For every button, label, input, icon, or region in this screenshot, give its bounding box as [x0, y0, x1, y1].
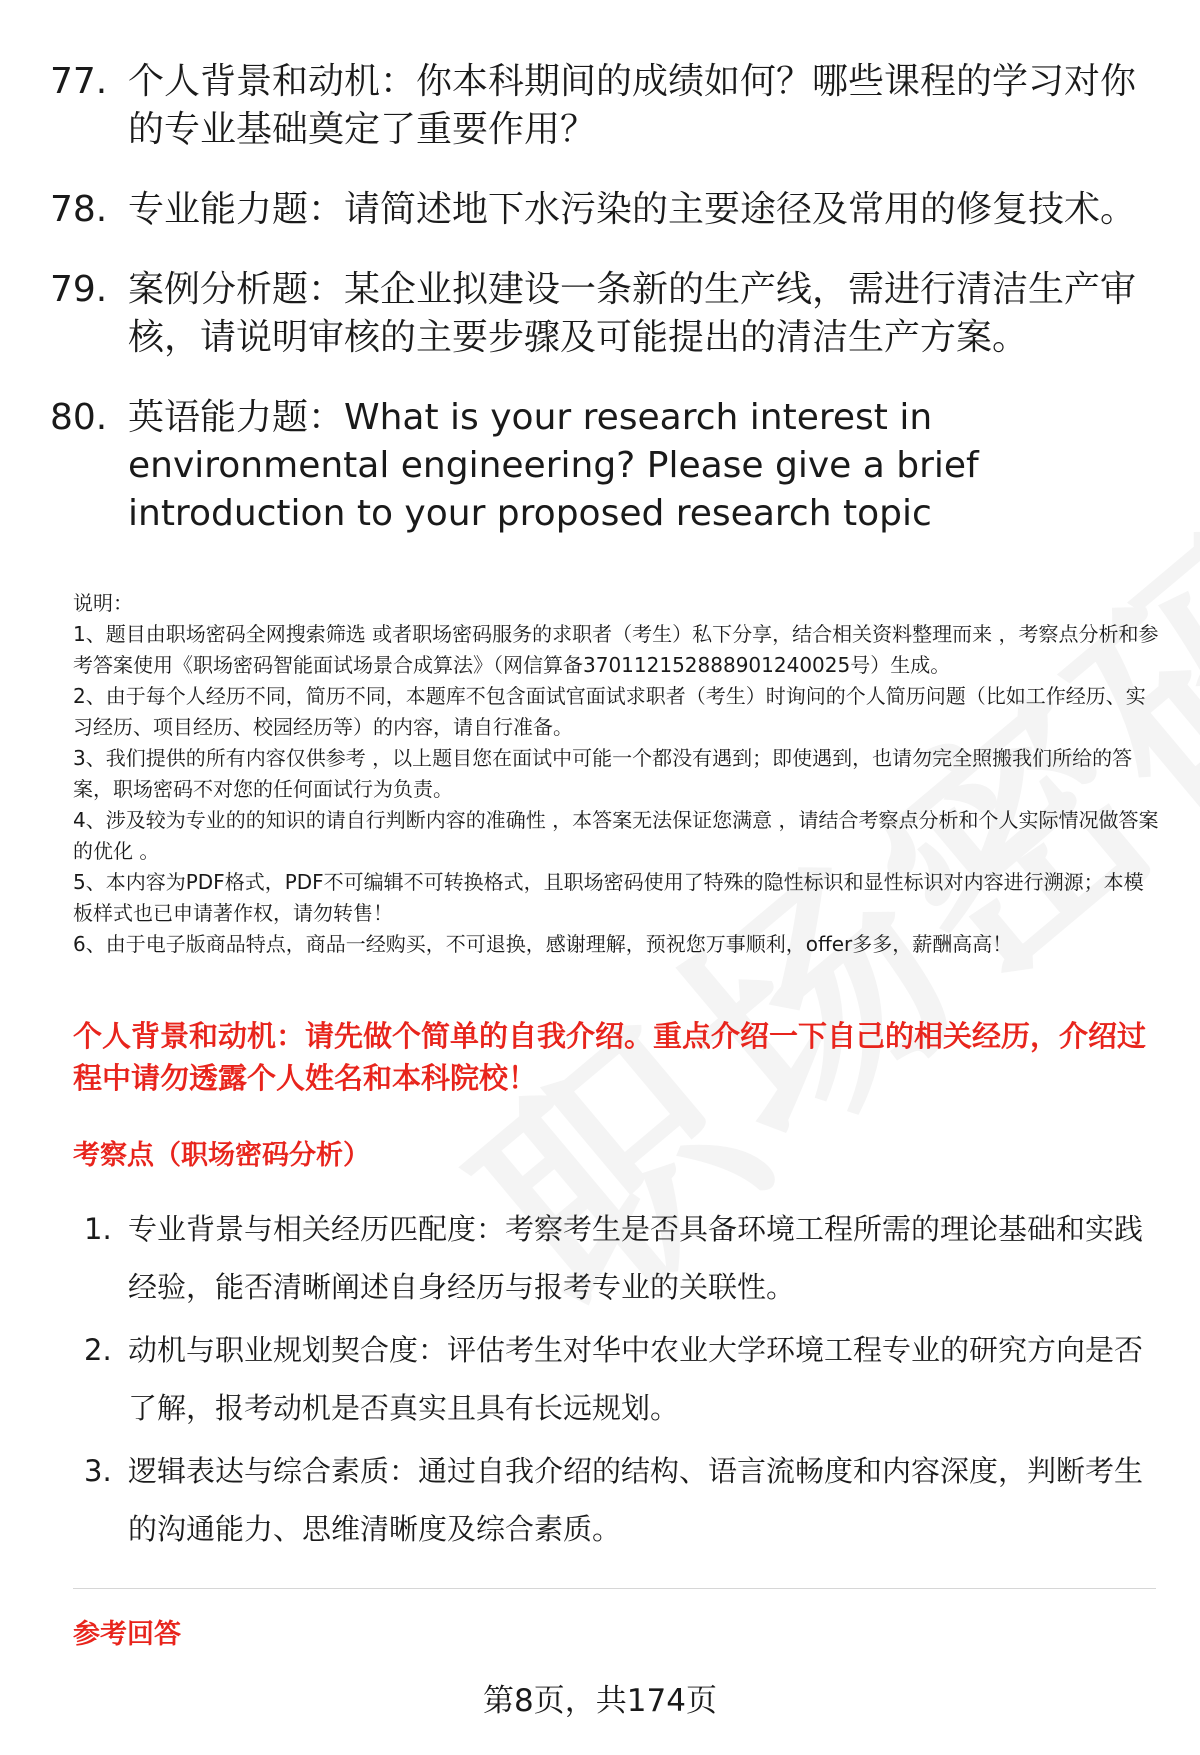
- note-item: 2、由于每个人经历不同，简历不同，本题库不包含面试官面试求职者（考生）时询问的个人简历问题（比如工作经历、实习经历、项目经历、校园经历等）的内容，请自行准备。: [73, 684, 1146, 739]
- disclaimer-notes: [73, 588, 1163, 960]
- question-number: 79.: [50, 269, 108, 310]
- question-item: [50, 186, 1160, 234]
- note-item: 5、本内容为PDF格式，PDF不可编辑不可转换格式，且职场密码使用了特殊的隐性标识和显性标识对内容进行溯源；本模板样式也已申请著作权，请勿转售！: [73, 870, 1144, 925]
- page-footer: 第8页，共174页: [483, 1683, 717, 1719]
- question-text: 个人背景和动机：你本科期间的成绩如何？哪些课程的学习对你的专业基础奠定了重要作用？: [128, 61, 1137, 150]
- exam-point-text: 动机与职业规划契合度：评估考生对华中农业大学环境工程专业的研究方向是否了解，报考动机是否真实且具有长远规划。: [128, 1333, 1144, 1425]
- featured-question: 个人背景和动机：请先做个简单的自我介绍。重点介绍一下自己的相关经历，介绍过程中请勿透露个人姓名和本科院校！: [73, 1019, 1147, 1095]
- question-item: [50, 266, 1160, 362]
- note-item: 4、涉及较为专业的的知识的请自行判断内容的准确性 ，本答案无法保证您满意 ，请结合考察点分析和个人实际情况做答案的优化 。: [73, 808, 1159, 863]
- exam-points-title: 考察点（职场密码分析）: [73, 1140, 370, 1171]
- question-item: [50, 394, 1160, 538]
- notes-heading: 说明：: [73, 591, 133, 615]
- question-item: [50, 58, 1160, 154]
- note-item: 6、由于电子版商品特点，商品一经购买，不可退换，感谢理解，预祝您万事顺利，offer多多，薪酬高高！: [73, 932, 1013, 956]
- question-number: 78.: [50, 189, 108, 230]
- exam-point-text: 逻辑表达与综合素质：通过自我介绍的结构、语言流畅度和内容深度，判断考生的沟通能力、思维清晰度及综合素质。: [128, 1454, 1144, 1546]
- exam-point-number: 3.: [84, 1454, 112, 1488]
- section-divider: [73, 1588, 1156, 1589]
- exam-point-text: 专业背景与相关经历匹配度：考察考生是否具备环境工程所需的理论基础和实践经验，能否清晰阐述自身经历与报考专业的关联性。: [128, 1212, 1144, 1304]
- exam-point-number: 1.: [84, 1212, 112, 1246]
- question-list: [50, 58, 1160, 570]
- question-text: 英语能力题：What is your research interest in environmental engineering? Please give a brief introduction to your proposed research topic: [128, 397, 979, 534]
- note-item: 3、我们提供的所有内容仅供参考 ，以上题目您在面试中可能一个都没有遇到；即使遇到，也请勿完全照搬我们所给的答案，职场密码不对您的任何面试行为负责。: [73, 746, 1133, 801]
- exam-point-item: [84, 1321, 1164, 1437]
- exam-points-list: [84, 1200, 1164, 1563]
- question-number: 80.: [50, 397, 108, 438]
- exam-point-number: 2.: [84, 1333, 112, 1367]
- question-text: 专业能力题：请简述地下水污染的主要途径及常用的修复技术。: [128, 189, 1137, 230]
- note-item: 1、题目由职场密码全网搜索筛选 或者职场密码服务的求职者（考生）私下分享，结合相关资料整理而来 ，考察点分析和参考答案使用《职场密码智能面试场景合成算法》（网信算备370112152888901240025号）生成。: [73, 622, 1159, 677]
- question-number: 77.: [50, 61, 108, 102]
- question-text: 案例分析题：某企业拟建设一条新的生产线，需进行清洁生产审核，请说明审核的主要步骤及可能提出的清洁生产方案。: [128, 269, 1137, 358]
- exam-point-item: [84, 1200, 1164, 1316]
- exam-point-item: [84, 1442, 1164, 1558]
- reference-answer-title: 参考回答: [73, 1619, 181, 1650]
